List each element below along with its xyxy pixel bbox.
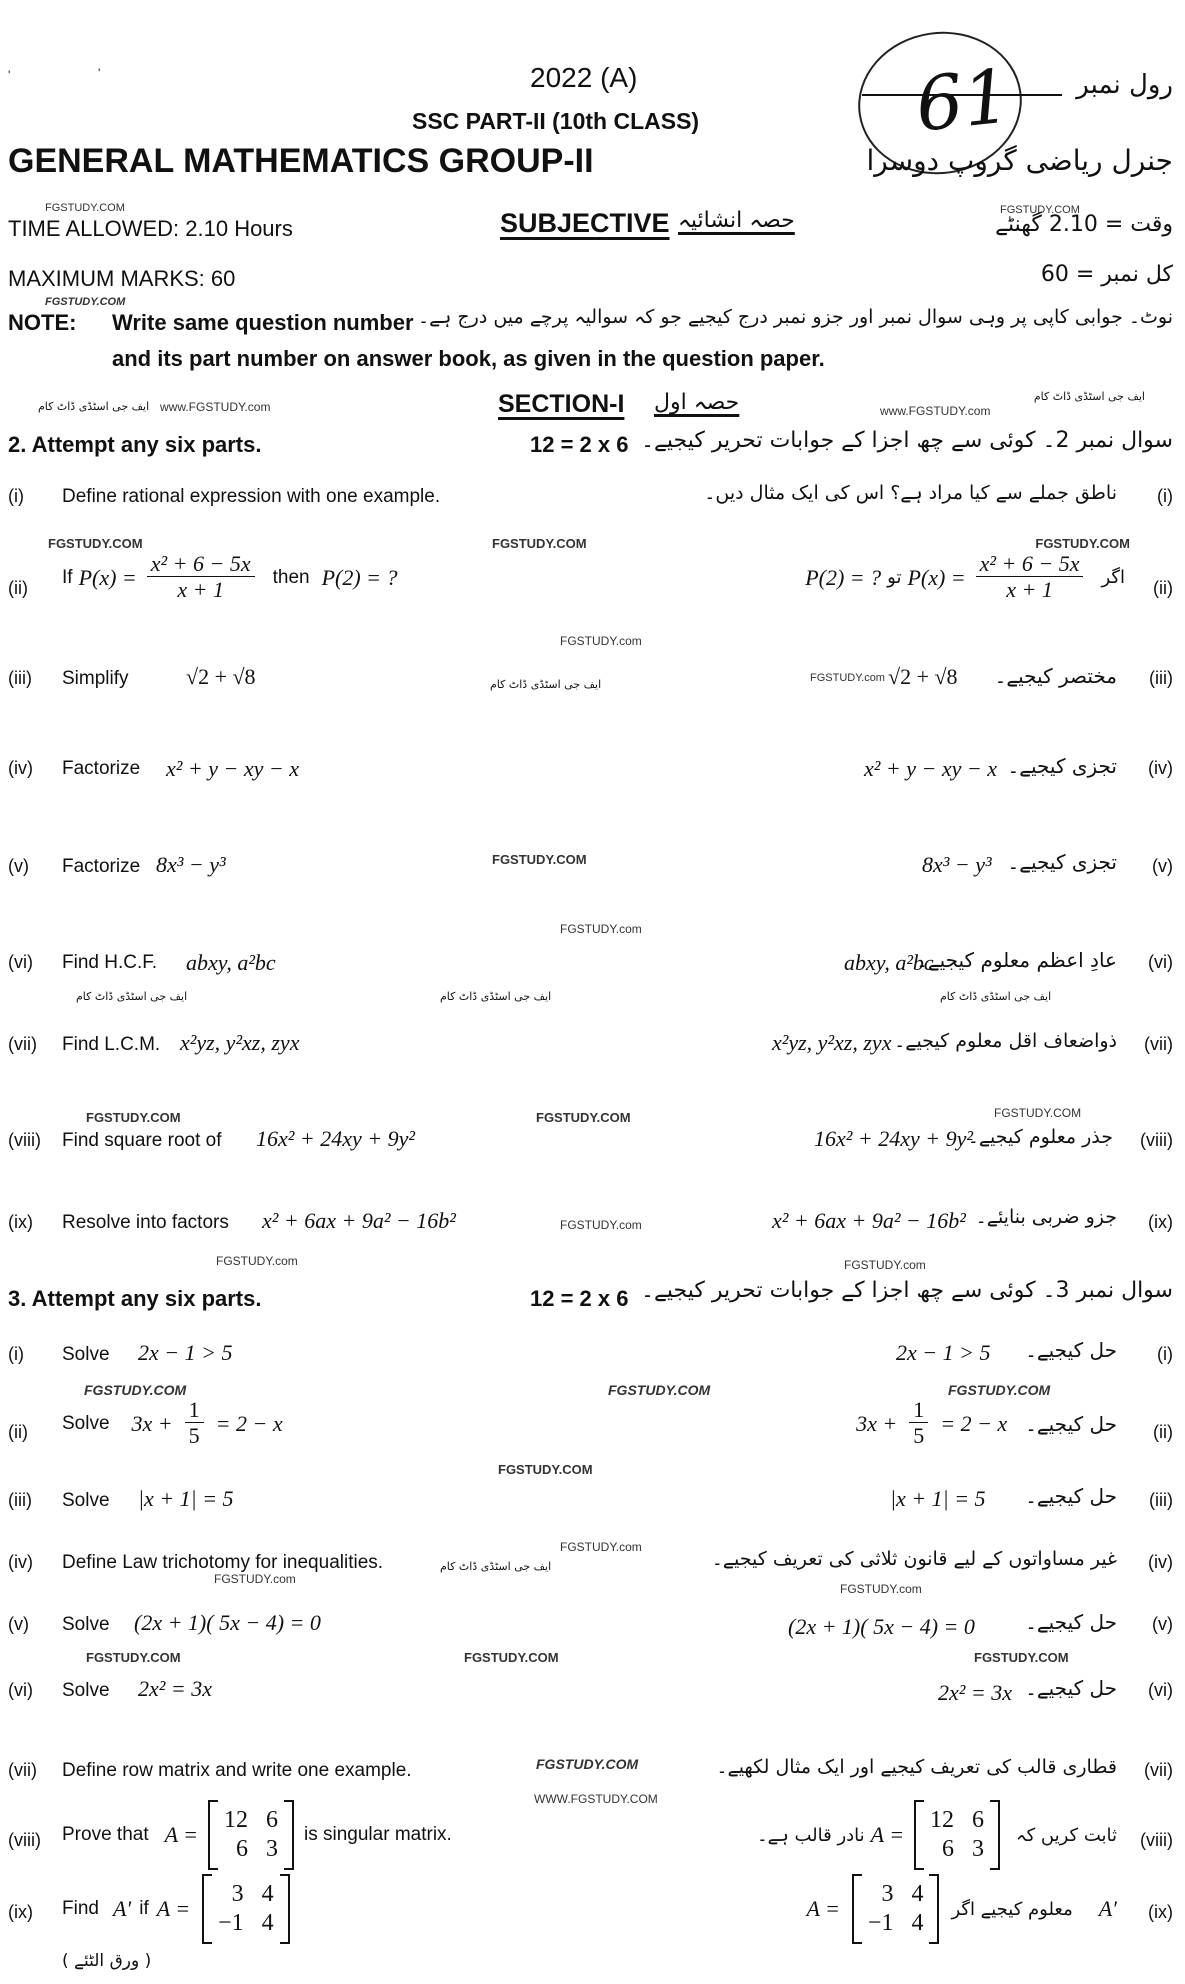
q2-part-text-urdu: جزو ضربی بنایئے۔ <box>975 1206 1117 1228</box>
q2-part-ii-expression-urdu: P(2) = ? تو P(x) = $\frac{\text{x² + 6 − 5x}}{x + 1}$ اگر <box>805 551 1125 603</box>
q2-heading-urdu: سوال نمبر 2۔ کوئی سے چھ اجزا کے جوابات تحریر کیجیے۔ <box>641 428 1173 453</box>
q3-part-text-urdu: غیر مساواتوں کے لیے قانون ثلاثی کی تعریف کیجیے۔ <box>711 1548 1117 1570</box>
watermark: ایف جی اسٹڈی ڈاٹ کام <box>490 678 602 691</box>
watermark: FGSTUDY.COM <box>48 536 143 551</box>
q3-part-text: Solve <box>62 1490 110 1511</box>
q3-part-number: (vii) <box>8 1760 37 1780</box>
q2-part-number: (ii) <box>1153 578 1173 598</box>
watermark: FGSTUDY.COM <box>1035 536 1130 551</box>
watermark: FGSTUDY.COM <box>86 1650 181 1665</box>
q2-part-number: (v) <box>8 856 29 876</box>
watermark: ایف جی اسٹڈی ڈاٹ کام <box>940 990 1052 1003</box>
roll-number-handwritten: 61 <box>911 53 1015 149</box>
roll-number-label: رول نمبر <box>1076 70 1173 100</box>
subject-title-urdu: جنرل ریاضی گروپ دوسرا <box>866 144 1173 177</box>
turn-over-note: ( ورق الٹئے ) <box>62 1951 152 1971</box>
q3-part-number: (v) <box>1152 1614 1173 1634</box>
q2-part-number: (vi) <box>8 952 33 972</box>
watermark: FGSTUDY.COM <box>492 852 587 867</box>
watermark: FGSTUDY.COM <box>86 1110 181 1125</box>
exam-year: 2022 (A) <box>530 62 638 93</box>
watermark: FGSTUDY.com <box>560 922 642 936</box>
q3-part-number: (ix) <box>1148 1902 1173 1922</box>
q3-part-ix-expression-urdu: A = 3 4 −1 4 معلوم کیجیے اگر A′ <box>807 1874 1117 1944</box>
watermark: FGSTUDY.COM <box>492 536 587 551</box>
q2-part-number: (ix) <box>1148 1212 1173 1232</box>
q3-part-text-urdu: حل کیجیے۔ <box>1025 1484 1117 1508</box>
q3-part-text: Solve <box>62 1614 110 1635</box>
note-text-urdu: نوٹ۔ جوابی کاپی پر وہی سوال نمبر اور جزو نمبر درج کیجیے جو کہ سوالیہ پرچے میں درج ہے۔ <box>417 306 1173 328</box>
section-title: SECTION-I <box>498 390 625 418</box>
watermark: www.FGSTUDY.com <box>880 404 991 418</box>
note-text-line1: Write same question number <box>112 310 414 335</box>
q3-part-text: Define row matrix and write one example. <box>62 1760 412 1781</box>
q2-part-expression-urdu-side: 16x² + 24xy + 9y² <box>814 1126 973 1151</box>
q2-part-expression: 16x² + 24xy + 9y² <box>256 1126 415 1151</box>
watermark: ایف جی اسٹڈی ڈاٹ کام <box>76 990 188 1003</box>
part-subjective-urdu: حصہ انشائیہ <box>678 208 795 233</box>
q2-part-number: (vi) <box>1148 952 1173 972</box>
q2-part-text: Find square root of <box>62 1130 222 1151</box>
q2-part-number: (ix) <box>8 1212 33 1232</box>
q3-part-ii-expression-urdu: 3x + $\frac{1}{5}$ = 2 − x حل کیجیے۔ <box>856 1397 1117 1449</box>
fraction: $\frac{\text{x² + 6 − 5x}}{x + 1}$ <box>976 552 1084 604</box>
watermark: FGSTUDY.com <box>560 1218 642 1232</box>
q3-part-number: (iii) <box>1149 1490 1173 1510</box>
watermark: FGSTUDY.com <box>844 1258 926 1272</box>
watermark: FGSTUDY.com <box>560 1540 642 1554</box>
q2-part-expression: 8x³ − y³ <box>156 852 226 877</box>
q2-part-text-urdu: جذر معلوم کیجیے۔ <box>967 1126 1113 1148</box>
watermark: www.FGSTUDY.com <box>160 400 271 414</box>
watermark: FGSTUDY.COM <box>974 1650 1069 1665</box>
q2-part-number: (iv) <box>8 758 33 778</box>
q2-part-text-urdu: مختصر کیجیے۔ <box>994 664 1117 688</box>
watermark: FGSTUDY.com <box>216 1254 298 1268</box>
watermark: ایف جی اسٹڈی ڈاٹ کام <box>440 1560 552 1573</box>
fraction: $\frac{\text{x² + 6 − 5x}}{x + 1}$ <box>147 552 255 604</box>
q3-part-number: (v) <box>8 1614 29 1634</box>
q2-part-number: (iii) <box>1149 668 1173 688</box>
q3-part-expression-urdu-side: |x + 1| = 5 <box>890 1486 986 1511</box>
q3-part-number: (iv) <box>8 1552 33 1572</box>
maximum-marks: MAXIMUM MARKS: 60 <box>8 266 236 291</box>
q2-part-text: Resolve into factors <box>62 1212 229 1233</box>
q3-part-number: (i) <box>8 1344 24 1364</box>
q2-part-expression-urdu-side: 8x³ − y³ <box>922 852 992 877</box>
matrix: 3 4 −1 4 <box>852 1874 940 1944</box>
q3-part-number: (vi) <box>1148 1680 1173 1700</box>
q2-part-text: Define rational expression with one example. <box>62 486 441 507</box>
q3-part-expression-urdu-side: (2x + 1)( 5x − 4) = 0 <box>788 1614 975 1639</box>
maximum-marks-urdu: کل نمبر = 60 <box>1040 262 1173 287</box>
q2-part-expression: x² + 6ax + 9a² − 16b² <box>262 1208 456 1233</box>
q2-part-number: (i) <box>8 486 24 506</box>
scan-mark: ' <box>98 66 101 80</box>
q2-part-expression: √2 + √8 <box>186 664 256 689</box>
q2-part-number: (iii) <box>8 668 32 688</box>
watermark: FGSTUDY.COM <box>1000 204 1080 216</box>
q3-part-number: (ii) <box>8 1422 28 1442</box>
q3-part-number: (i) <box>1157 1344 1173 1364</box>
q2-part-text-urdu: ذواضعاف اقل معلوم کیجیے۔ <box>894 1030 1117 1052</box>
q2-part-expression: x²yz, y²xz, zyx <box>180 1030 300 1055</box>
section-title-urdu: حصہ اول <box>654 390 740 415</box>
watermark: FGSTUDY.com <box>810 672 885 684</box>
q2-part-expression-urdu-side: abxy, a²bc <box>844 950 934 975</box>
q2-part-text: Find H.C.F. <box>62 952 158 973</box>
part-subjective: SUBJECTIVE <box>500 208 670 238</box>
q2-part-text-urdu: تجزی کیجیے۔ <box>1007 850 1117 874</box>
q3-part-text-urdu: حل کیجیے۔ <box>1025 1676 1117 1700</box>
watermark: FGSTUDY.com <box>214 1572 296 1586</box>
q3-part-number: (ii) <box>1153 1422 1173 1442</box>
q2-part-number: (i) <box>1157 486 1173 506</box>
q3-part-number: (iii) <box>8 1490 32 1510</box>
fraction: $\frac{1}{5}$ <box>185 1398 204 1450</box>
q2-part-text: Simplify <box>62 668 129 689</box>
q3-part-ii-expression: Solve 3x + $\frac{1}{5}$ = 2 − x <box>62 1397 283 1449</box>
q3-part-ix-expression: Find A′ if A = 3 4 −1 4 <box>62 1874 294 1944</box>
q3-part-expression: |x + 1| = 5 <box>138 1486 234 1511</box>
q2-part-text: Factorize <box>62 758 141 779</box>
q3-part-expression: 2x² = 3x <box>138 1676 212 1701</box>
scan-mark: ' <box>8 68 11 82</box>
note-text-line2: and its part number on answer book, as given in the question paper. <box>112 346 825 371</box>
subject-title: GENERAL MATHEMATICS GROUP-II <box>8 142 594 180</box>
watermark: WWW.FGSTUDY.COM <box>534 1792 658 1806</box>
q3-part-number: (ix) <box>8 1902 33 1922</box>
q3-part-number: (viii) <box>8 1830 41 1850</box>
watermark: FGSTUDY.COM <box>464 1650 559 1665</box>
q2-marks: 12 = 2 x 6 <box>530 432 629 457</box>
q3-part-text-urdu: حل کیجیے۔ <box>1025 1610 1117 1634</box>
q2-part-number: (v) <box>1152 856 1173 876</box>
q3-part-number: (vii) <box>1144 1760 1173 1780</box>
watermark: FGSTUDY.COM <box>45 296 126 308</box>
watermark: FGSTUDY.com <box>840 1582 922 1596</box>
q3-marks: 12 = 2 x 6 <box>530 1286 629 1311</box>
watermark: ایف جی اسٹڈی ڈاٹ کام <box>440 990 552 1003</box>
q2-part-number: (vii) <box>1144 1034 1173 1054</box>
q3-heading-urdu: سوال نمبر 3۔ کوئی سے چھ اجزا کے جوابات تحریر کیجیے۔ <box>641 1278 1173 1303</box>
q2-part-number: (viii) <box>8 1130 41 1150</box>
watermark: FGSTUDY.COM <box>536 1756 639 1772</box>
q2-part-ii-expression: If P(x) = $\frac{\text{x² + 6 − 5x}}{x + 1}$ then P(2) = ? <box>62 551 398 603</box>
q2-part-number: (iv) <box>1148 758 1173 778</box>
watermark: ایف جی اسٹڈی ڈاٹ کام <box>1033 390 1145 403</box>
matrix: 3 4 −1 4 <box>202 1874 290 1944</box>
watermark: ایف جی اسٹڈی ڈاٹ کام <box>38 400 150 413</box>
exam-title: SSC PART-II (10th CLASS) <box>412 108 700 134</box>
q3-part-text-urdu: قطاری قالب کی تعریف کیجیے اور ایک مثال لکھیے۔ <box>716 1756 1117 1778</box>
q3-part-number: (vi) <box>8 1680 33 1700</box>
matrix: 12 6 6 3 <box>208 1800 294 1870</box>
q2-part-text-urdu: عادِ اعظم معلوم کیجیے۔ <box>916 948 1117 972</box>
q3-part-expression-urdu-side: 2x − 1 > 5 <box>896 1340 991 1365</box>
q3-part-text: Solve <box>62 1344 110 1365</box>
q2-part-text-urdu: ناطق جملے سے کیا مراد ہے؟ اس کی ایک مثال دیں۔ <box>704 482 1117 504</box>
watermark: FGSTUDY.COM <box>498 1462 593 1477</box>
q2-part-number: (viii) <box>1140 1130 1173 1150</box>
watermark: FGSTUDY.com <box>560 634 642 648</box>
watermark: FGSTUDY.COM <box>948 1382 1051 1398</box>
q2-part-expression-urdu-side: x²yz, y²xz, zyx <box>772 1030 892 1055</box>
note-label: NOTE: <box>8 310 77 335</box>
q2-part-number: (ii) <box>8 578 28 598</box>
q2-part-number: (vii) <box>8 1034 37 1054</box>
q3-heading: 3. Attempt any six parts. <box>8 1286 262 1311</box>
q3-part-text-urdu: حل کیجیے۔ <box>1025 1338 1117 1362</box>
q2-part-text: Find L.C.M. <box>62 1034 161 1055</box>
q3-part-viii-expression-urdu: نادر قالب ہے۔ A = 12 6 6 3 ثابت کریں کہ <box>757 1800 1117 1870</box>
q2-part-expression-urdu-side: x² + y − xy − x <box>864 756 997 781</box>
q3-part-expression: (2x + 1)( 5x − 4) = 0 <box>134 1610 321 1635</box>
q2-part-expression: x² + y − xy − x <box>166 756 299 781</box>
q3-part-text: Define Law trichotomy for inequalities. <box>62 1552 384 1573</box>
q2-part-expression-urdu-side: √2 + √8 <box>888 664 958 689</box>
q2-part-expression: abxy, a²bc <box>186 950 276 975</box>
q2-part-text: Factorize <box>62 856 141 877</box>
q3-part-viii-expression: Prove that A = 12 6 6 3 is singular matrix. <box>62 1800 452 1870</box>
q2-heading: 2. Attempt any six parts. <box>8 432 262 457</box>
q2-part-expression-urdu-side: x² + 6ax + 9a² − 16b² <box>772 1208 966 1233</box>
matrix: 12 6 6 3 <box>914 1800 1000 1870</box>
time-allowed: TIME ALLOWED: 2.10 Hours <box>8 216 293 241</box>
watermark: FGSTUDY.COM <box>608 1382 711 1398</box>
q3-part-number: (iv) <box>1148 1552 1173 1572</box>
watermark: FGSTUDY.COM <box>536 1110 631 1125</box>
q3-part-number: (viii) <box>1140 1830 1173 1850</box>
fraction: $\frac{1}{5}$ <box>909 1398 928 1450</box>
q3-part-expression-urdu-side: 2x² = 3x <box>938 1680 1012 1705</box>
q2-part-text-urdu: تجزی کیجیے۔ <box>1007 754 1117 778</box>
q3-part-expression: 2x − 1 > 5 <box>138 1340 233 1365</box>
watermark: FGSTUDY.COM <box>994 1106 1082 1120</box>
q3-part-text: Solve <box>62 1680 110 1701</box>
watermark: FGSTUDY.COM <box>45 202 125 214</box>
time-allowed-urdu: وقت = 2.10 گھنٹے <box>995 212 1173 237</box>
watermark: FGSTUDY.COM <box>84 1382 187 1398</box>
